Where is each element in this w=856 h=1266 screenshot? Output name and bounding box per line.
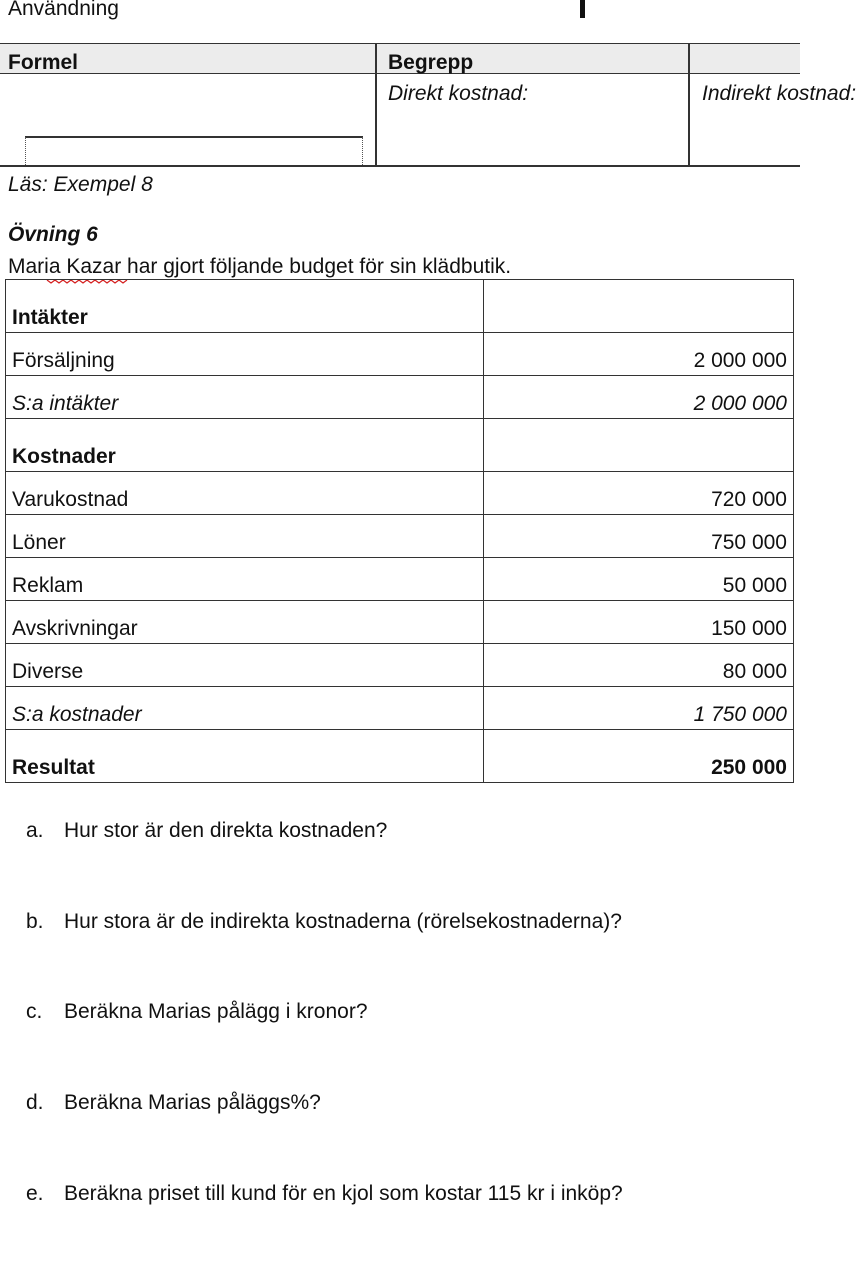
question-a [26,818,387,844]
concept-col-header: Begrepp [388,51,474,74]
row-label: S:a intäkter [6,376,484,419]
row-label: Löner [6,515,484,558]
question-b [26,909,622,935]
empty-cell [484,419,794,472]
table-row [6,419,794,472]
row-value: 2 000 000 [484,376,794,419]
question-c [26,999,368,1025]
row-label: Försäljning [6,333,484,376]
empty-cell [484,280,794,333]
question-text: Beräkna Marias pålägg i kronor? [64,1000,368,1023]
row-value: 720 000 [484,472,794,515]
row-value: 80 000 [484,644,794,687]
formula-table [0,43,856,167]
question-letter: e. [26,1182,44,1205]
question-text: Hur stor är den direkta kostnaden? [64,819,388,842]
row-label: Diverse [6,644,484,687]
question-d [26,1090,321,1116]
result-label: Resultat [6,730,484,783]
question-letter: c. [26,1000,43,1023]
question-text: Beräkna Marias påläggs%? [64,1091,321,1114]
table-row [6,687,794,730]
question-letter: b. [26,910,44,933]
question-text: Beräkna priset till kund för en kjol som kostar 115 kr i inköp? [64,1182,623,1205]
row-value: 750 000 [484,515,794,558]
table-row [6,730,794,783]
row-label: Reklam [6,558,484,601]
question-e [26,1181,623,1207]
indirect-cost-label: Indirekt kostnad: [702,82,856,105]
row-value: 50 000 [484,558,794,601]
reading-reference: Läs: Exempel 8 [8,173,153,196]
table-row [6,376,794,419]
table-row [6,558,794,601]
table-row [6,472,794,515]
row-value: 150 000 [484,601,794,644]
result-value: 250 000 [484,730,794,783]
formula-input-box[interactable] [25,137,363,165]
question-letter: d. [26,1091,44,1114]
table-row [6,280,794,333]
table-row [6,515,794,558]
row-label: Varukostnad [6,472,484,515]
table-row [6,601,794,644]
costs-header: Kostnader [6,419,484,472]
section-heading: Användning [8,0,119,20]
row-label: Avskrivningar [6,601,484,644]
question-text: Hur stora är de indirekta kostnaderna (rörelsekostnaderna)? [64,910,622,933]
exercise-intro: Maria Kazar har gjort följande budget för sin klädbutik. [8,255,512,278]
table-row [6,644,794,687]
budget-table [5,279,794,783]
row-value: 1 750 000 [484,687,794,730]
question-letter: a. [26,819,44,842]
table-row [6,333,794,376]
direct-cost-label: Direkt kostnad: [388,82,529,105]
formula-col-header: Formel [8,51,79,74]
row-label: S:a kostnader [6,687,484,730]
text-cursor [580,0,585,18]
exercise-title: Övning 6 [8,223,98,246]
row-value: 2 000 000 [484,333,794,376]
income-header: Intäkter [6,280,484,333]
